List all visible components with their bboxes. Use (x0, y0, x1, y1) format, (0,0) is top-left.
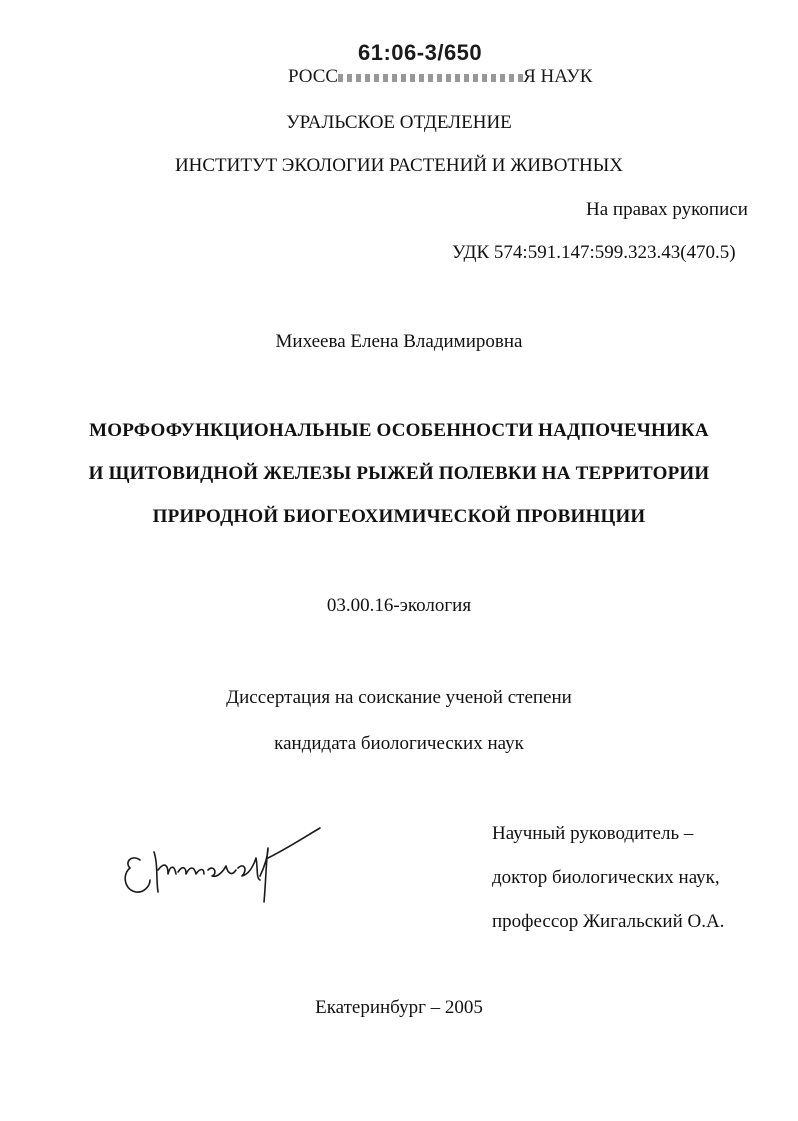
manuscript-rights: На правах рукописи (586, 199, 748, 220)
academy-name (288, 66, 592, 88)
thesis-title-line-3: ПРИРОДНОЙ БИОГЕОХИМИЧЕСКОЙ ПРОВИНЦИИ (152, 506, 646, 527)
degree-line-2: кандидата биологических наук (274, 733, 524, 754)
academy-name-start: РОСС (288, 66, 339, 87)
branch-name: УРАЛЬСКОЕ ОТДЕЛЕНИЕ (286, 112, 512, 133)
thesis-title-line-2: И ЩИТОВИДНОЙ ЖЕЛЕЗЫ РЫЖЕЙ ПОЛЕВКИ НА ТЕРРИТОРИИ (88, 463, 710, 484)
academy-name-end: Я НАУК (523, 66, 593, 87)
place-and-year: Екатеринбург – 2005 (315, 997, 483, 1018)
supervisor-line-1: Научный руководитель – (492, 823, 694, 844)
udc-code: УДК 574:591.147:599.323.43(470.5) (452, 242, 736, 263)
thesis-title-line-1: МОРФОФУНКЦИОНАЛЬНЫЕ ОСОБЕННОСТИ НАДПОЧЕЧНИКА (89, 420, 709, 441)
supervisor-line-3: профессор Жигальский О.А. (492, 911, 725, 932)
author-signature (118, 818, 328, 908)
specialty-code: 03.00.16-экология (326, 595, 472, 616)
degree-line-1: Диссертация на соискание ученой степени (226, 687, 572, 708)
author-name: Михеева Елена Владимировна (275, 331, 523, 352)
institute-name: ИНСТИТУТ ЭКОЛОГИИ РАСТЕНИЙ И ЖИВОТНЫХ (174, 155, 624, 176)
obscured-text (338, 74, 523, 82)
supervisor-line-2: доктор биологических наук, (492, 867, 720, 888)
library-stamp-number: 61:06-3/650 (358, 40, 483, 65)
